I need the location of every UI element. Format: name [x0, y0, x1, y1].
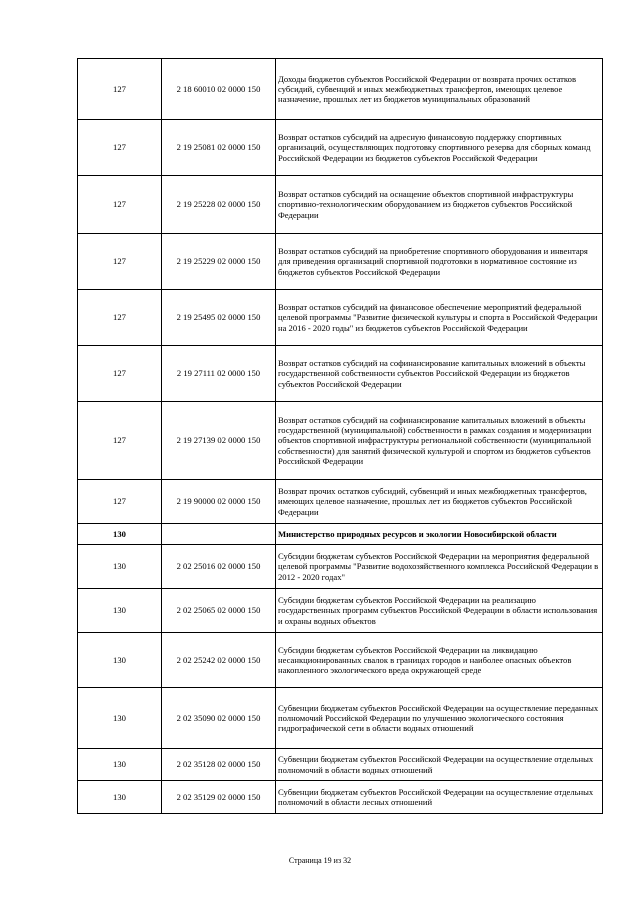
income-code-cell: 2 19 27111 02 0000 150 — [162, 346, 276, 402]
income-code-cell: 2 18 60010 02 0000 150 — [162, 59, 276, 120]
income-name-cell: Возврат остатков субсидий на финансовое обеспечение мероприятий федеральной целевой программы "Развитие физической культуры и спорта в Российской Федерации на 2016 - 2020 годы" из бюджетов субъектов Российской Федерации — [276, 290, 603, 346]
table-row — [78, 480, 603, 524]
table-row — [78, 749, 603, 781]
income-code-cell: 2 02 25242 02 0000 150 — [162, 633, 276, 688]
table-row — [78, 59, 603, 120]
table-row — [78, 688, 603, 749]
admin-code-cell: 130 — [78, 545, 162, 589]
admin-code-cell: 127 — [78, 290, 162, 346]
admin-code-cell: 127 — [78, 346, 162, 402]
admin-code-cell: 127 — [78, 402, 162, 480]
income-code-cell: 2 19 25229 02 0000 150 — [162, 234, 276, 290]
admin-code-cell: 130 — [78, 524, 162, 545]
income-name-cell: Субсидии бюджетам субъектов Российской Федерации на мероприятия федеральной целевой программы "Развитие водохозяйственного комплекса Российской Федерации в 2012 - 2020 годах" — [276, 545, 603, 589]
income-name-cell: Субсидии бюджетам субъектов Российской Федерации на реализацию государственных программ субъектов Российской Федерации в области использования и охраны водных объектов — [276, 589, 603, 633]
table-row — [78, 234, 603, 290]
income-code-cell: 2 19 25495 02 0000 150 — [162, 290, 276, 346]
income-code-cell: 2 02 35129 02 0000 150 — [162, 781, 276, 814]
income-name-cell: Субсидии бюджетам субъектов Российской Федерации на ликвидацию несанкционированных свалок в границах городов и наиболее опасных объектов накопленного экологического вреда окружающей среде — [276, 633, 603, 688]
ministry-header-row — [78, 524, 603, 545]
income-name-cell: Возврат остатков субсидий на адресную финансовую поддержку спортивных организаций, осуществляющих подготовку спортивного резерва для сборных команд Российской Федерации из бюджетов субъектов Российской Федерации — [276, 120, 603, 176]
admin-code-cell: 127 — [78, 480, 162, 524]
table-row — [78, 589, 603, 633]
income-code-cell: 2 19 27139 02 0000 150 — [162, 402, 276, 480]
admin-code-cell: 130 — [78, 749, 162, 781]
admin-code-cell: 127 — [78, 176, 162, 234]
admin-code-cell: 130 — [78, 688, 162, 749]
income-name-cell: Доходы бюджетов субъектов Российской Федерации от возврата прочих остатков субсидий, субвенций и иных межбюджетных трансфертов, имеющих целевое назначение, прошлых лет из бюджетов муниципальных образований — [276, 59, 603, 120]
income-code-cell: 2 02 25065 02 0000 150 — [162, 589, 276, 633]
income-code-cell: 2 19 25228 02 0000 150 — [162, 176, 276, 234]
admin-code-cell: 127 — [78, 120, 162, 176]
income-name-cell: Субвенции бюджетам субъектов Российской Федерации на осуществление отдельных полномочий в области лесных отношений — [276, 781, 603, 814]
income-name-cell: Возврат остатков субсидий на оснащение объектов спортивной инфраструктуры спортивно-технологическим оборудованием из бюджетов субъектов Российской Федерации — [276, 176, 603, 234]
income-name-cell: Возврат остатков субсидий на приобретение спортивного оборудования и инвентаря для приведения организаций спортивной подготовки в нормативное состояние из бюджетов субъектов Российской Федерации — [276, 234, 603, 290]
income-name-cell: Возврат остатков субсидий на софинансирование капитальных вложений в объекты государственной (муниципальной) собственности в рамках создания и модернизации объектов спортивной инфраструктуры региональной собственности (муниципальной собственности) для занятий физической культурой и спортом из бюджетов субъектов Российской Федерации — [276, 402, 603, 480]
table-row — [78, 633, 603, 688]
income-code-cell — [162, 524, 276, 545]
admin-code-cell: 127 — [78, 59, 162, 120]
admin-code-cell: 127 — [78, 234, 162, 290]
table-row — [78, 176, 603, 234]
income-code-cell: 2 19 25081 02 0000 150 — [162, 120, 276, 176]
income-name-cell: Субвенции бюджетам субъектов Российской Федерации на осуществление отдельных полномочий в области водных отношений — [276, 749, 603, 781]
table-row — [78, 120, 603, 176]
admin-code-cell: 130 — [78, 589, 162, 633]
income-code-cell: 2 02 35128 02 0000 150 — [162, 749, 276, 781]
table-row — [78, 402, 603, 480]
admin-code-cell: 130 — [78, 781, 162, 814]
admin-code-cell: 130 — [78, 633, 162, 688]
table-row — [78, 781, 603, 814]
budget-classification-table — [77, 58, 603, 814]
income-name-cell: Возврат остатков субсидий на софинансирование капитальных вложений в объекты государственной собственности субъектов Российской Федерации из бюджетов субъектов Российской Федерации — [276, 346, 603, 402]
table-row — [78, 346, 603, 402]
ministry-name-cell: Министерство природных ресурсов и экологии Новосибирской области — [276, 524, 603, 545]
income-name-cell: Возврат прочих остатков субсидий, субвенций и иных межбюджетных трансфертов, имеющих целевое назначение, прошлых лет из бюджетов субъектов Российской Федерации — [276, 480, 603, 524]
page-number: Страница 19 из 32 — [288, 856, 352, 865]
income-code-cell: 2 02 25016 02 0000 150 — [162, 545, 276, 589]
table-row — [78, 290, 603, 346]
income-code-cell: 2 02 35090 02 0000 150 — [162, 688, 276, 749]
table-row — [78, 545, 603, 589]
income-code-cell: 2 19 90000 02 0000 150 — [162, 480, 276, 524]
income-name-cell: Субвенции бюджетам субъектов Российской Федерации на осуществление переданных полномочий Российской Федерации по улучшению экологического состояния гидрографической сети в области водных отношений — [276, 688, 603, 749]
